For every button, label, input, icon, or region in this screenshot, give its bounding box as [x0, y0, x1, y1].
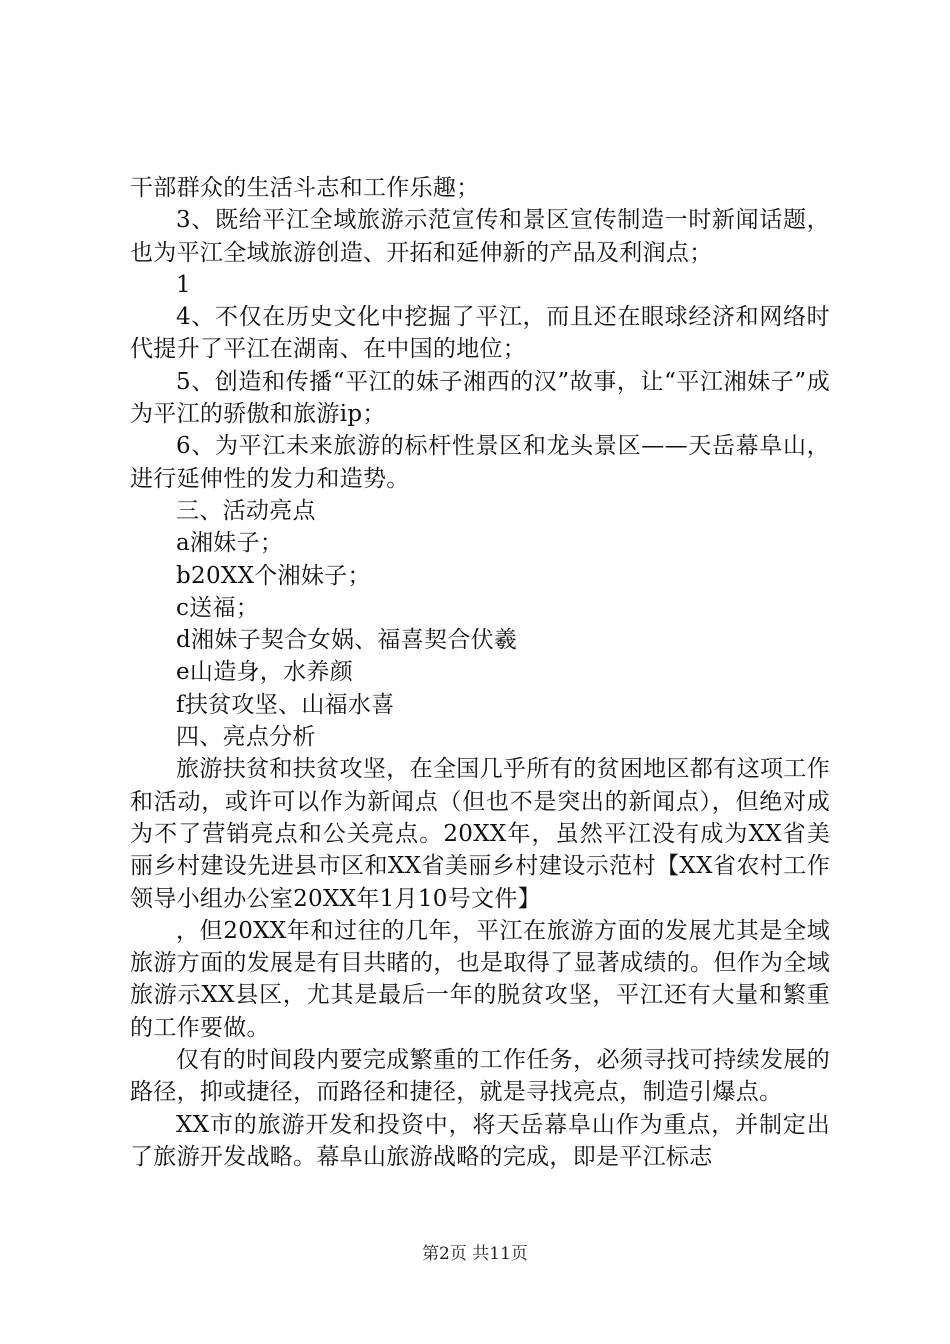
- paragraph: ，但20XX年和过往的几年，平江在旅游方面的发展尤其是全域旅游方面的发展是有目共睹的，也是取得了显著成绩的。但作为全域旅游示XX县区，尤其是最后一年的脱贫攻坚，平江还有大量和繁重的工作要做。: [130, 917, 830, 1041]
- section-heading: 四、亮点分析: [176, 724, 316, 751]
- list-item: a湘妹子；: [176, 530, 284, 557]
- list-item: e山造身，水养颜: [176, 659, 354, 686]
- paragraph: 6、为平江未来旅游的标杆性景区和龙头景区——天岳幕阜山，进行延伸性的发力和造势。: [130, 433, 830, 492]
- list-item: d湘妹子契合女娲、福喜契合伏羲: [176, 627, 518, 654]
- list-item: b20XX个湘妹子；: [176, 562, 371, 589]
- paragraph: 3、既给平江全域旅游示范宣传和景区宣传制造一时新闻话题，也为平江全域旅游创造、开拓和延伸新的产品及利润点；: [130, 207, 830, 266]
- section-heading: 三、活动亮点: [176, 497, 316, 524]
- paragraph: 仅有的时间段内要完成繁重的工作任务，必须寻找可持续发展的路径，抑或捷径，而路径和捷径，就是寻找亮点，制造引爆点。: [130, 1047, 830, 1106]
- paragraph: 干部群众的生活斗志和工作乐趣；: [130, 175, 480, 201]
- paragraph: XX市的旅游开发和投资中，将天岳幕阜山作为重点，并制定出了旅游开发战略。幕阜山旅游战略的完成，即是平江标志: [130, 1111, 830, 1170]
- list-item: c送福；: [176, 594, 260, 621]
- document-body: [130, 172, 830, 1173]
- list-item: f扶贫攻坚、山福水喜: [176, 691, 395, 718]
- page-footer: [0, 1243, 950, 1265]
- paragraph: 旅游扶贫和扶贫攻坚，在全国几乎所有的贫困地区都有这项工作和活动，或许可以作为新闻点（但也不是突出的新闻点），但绝对成为不了营销亮点和公关亮点。20XX年，虽然平江没有成为XX省美丽乡村建设先进县市区和XX省美丽乡村建设示范村【XX省农村工作领导小组办公室20XX年1月10号文件】: [130, 756, 830, 912]
- paragraph: 1: [176, 271, 191, 298]
- paragraph: 5、创造和传播“平江的妹子湘西的汉”故事，让“平江湘妹子”成为平江的骄傲和旅游ip；: [130, 368, 830, 428]
- paragraph: 4、不仅在历史文化中挖掘了平江，而且还在眼球经济和网络时代提升了平江在湖南、在中国的地位；: [130, 304, 830, 363]
- page-number-label: 第2页 共11页: [422, 1244, 528, 1264]
